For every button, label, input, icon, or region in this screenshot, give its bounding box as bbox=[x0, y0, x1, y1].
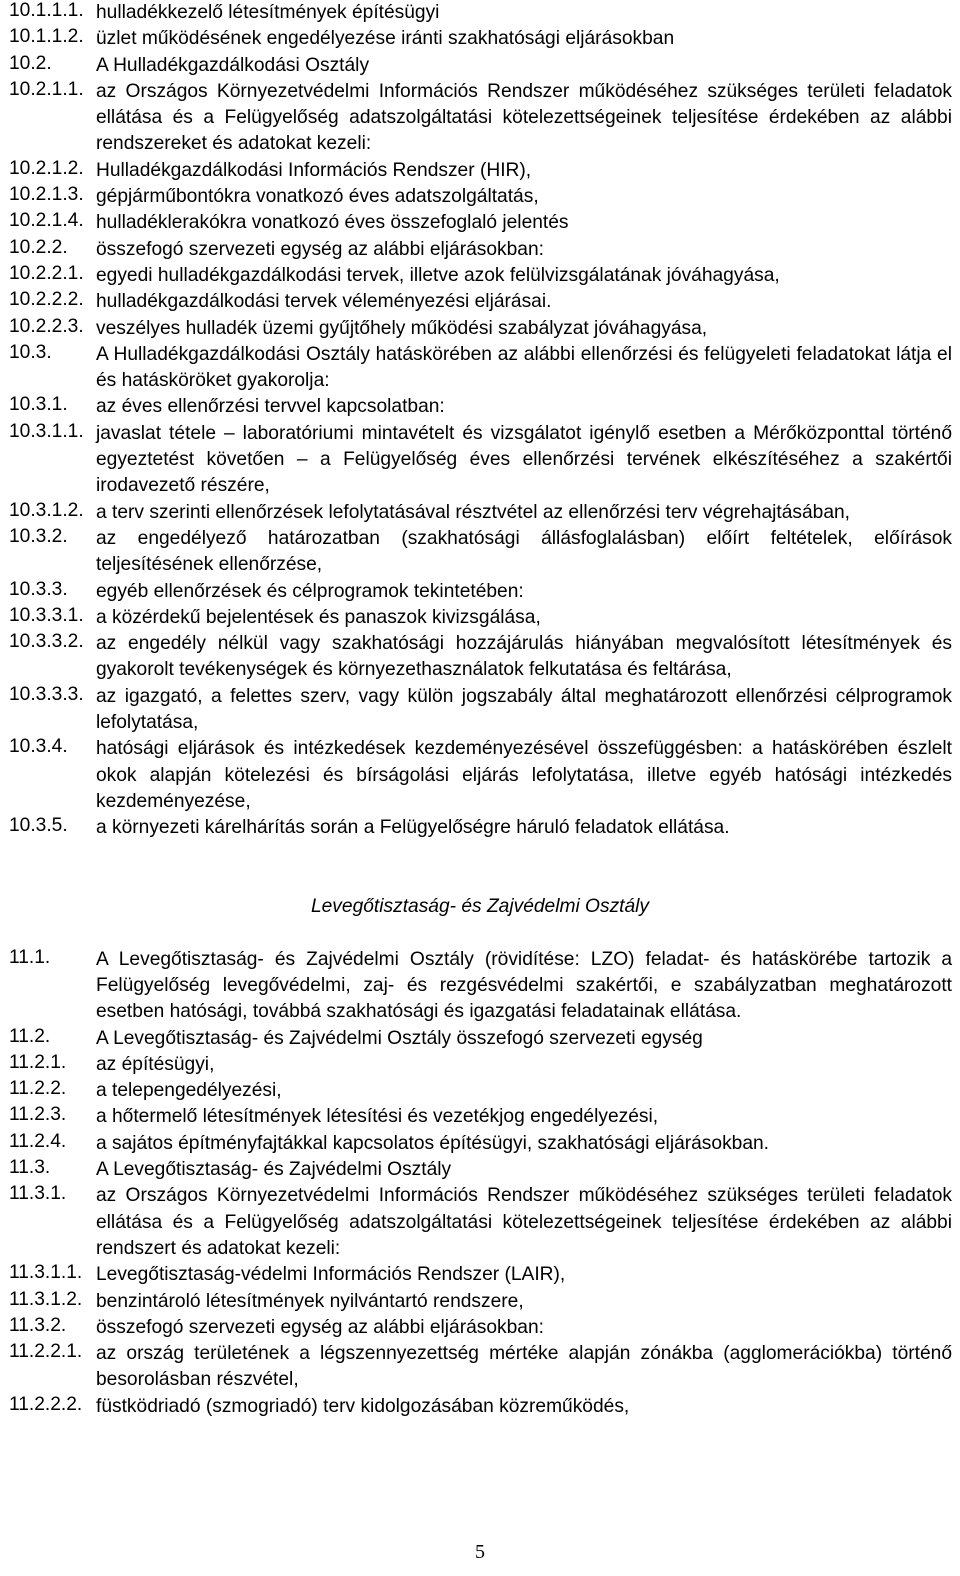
item-text: a közérdekű bejelentések és panaszok kivizsgálása, bbox=[96, 606, 541, 628]
list-item bbox=[0, 947, 960, 1026]
list-item bbox=[0, 316, 960, 342]
page-number: 5 bbox=[475, 1541, 485, 1563]
list-item bbox=[0, 26, 960, 52]
list-item bbox=[0, 1104, 960, 1130]
item-text: A Levegőtisztaság- és Zajvédelmi Osztály (rövidítése: LZO) feladat- és hatáskörébe tartozik a Felügyelőség levegővédelmi, zaj- és rezgésvédelmi szakértői, e szabályzatban meghatározott esetben hatósági, továbbá szakhatósági és igazgatási feladatainak ellátása. bbox=[96, 948, 952, 1023]
list-item bbox=[0, 815, 960, 841]
list-item bbox=[0, 1341, 960, 1394]
list-item bbox=[0, 158, 960, 184]
list-item bbox=[0, 394, 960, 420]
item-text: egyéb ellenőrzések és célprogramok tekintetében: bbox=[96, 580, 524, 602]
list-item bbox=[0, 1052, 960, 1078]
list-item bbox=[0, 1394, 960, 1420]
list-item bbox=[0, 184, 960, 210]
item-number: 10.1.1.1. bbox=[9, 0, 84, 21]
list-item bbox=[0, 631, 960, 684]
item-number: 10.3.2. bbox=[9, 525, 68, 547]
item-text: A Levegőtisztaság- és Zajvédelmi Osztály összefogó szervezeti egység bbox=[96, 1027, 703, 1049]
item-number: 11.2.1. bbox=[9, 1051, 67, 1073]
list-item bbox=[0, 1026, 960, 1052]
item-number: 11.2.2.2. bbox=[9, 1393, 83, 1415]
item-text: az építésügyi, bbox=[96, 1053, 215, 1075]
item-text: javaslat tétele – laboratóriumi mintavételt és vizsgálatot igénylő esetben a Mérőközponttal történő egyeztetést követően – a Felügyelőség éves ellenőrzési tervének elkészítéséhez a szakértői irodavezető részére, bbox=[96, 422, 952, 497]
item-number: 10.3.3.3. bbox=[9, 683, 84, 705]
section-heading-text: Levegőtisztaság- és Zajvédelmi Osztály bbox=[310, 896, 650, 918]
list-item bbox=[0, 263, 960, 289]
item-text: a környezeti kárelhárítás során a Felügyelőségre háruló feladatok ellátása. bbox=[96, 817, 730, 839]
item-text: az Országos Környezetvédelmi Információs Rendszer működéséhez szükséges területi feladatok ellátása és a Felügyelőség adatszolgáltatási kötelezettségeinek teljesítése érdekében az alábbi rendszereket és adatokat kezeli: bbox=[96, 80, 952, 155]
list-item bbox=[0, 1315, 960, 1341]
item-number: 10.3.5. bbox=[9, 815, 68, 837]
item-number: 11.2.4. bbox=[9, 1130, 67, 1152]
item-text: a hőtermelő létesítmények létesítési és vezetékjog engedélyezési, bbox=[96, 1106, 659, 1128]
list-item bbox=[0, 237, 960, 263]
list-item bbox=[0, 342, 960, 395]
item-text: üzlet működésének engedélyezése iránti szakhatósági eljárásokban bbox=[96, 28, 675, 50]
item-number: 11.3.2. bbox=[9, 1314, 67, 1336]
list-item bbox=[0, 0, 960, 26]
item-number: 11.2. bbox=[9, 1025, 51, 1047]
list-item bbox=[0, 605, 960, 631]
item-text: az engedélyező határozatban (szakhatósági állásfoglalásban) előírt feltételek, előírások teljesítésének ellenőrzése, bbox=[96, 527, 952, 576]
item-number: 10.2.2.1. bbox=[9, 262, 84, 284]
item-number: 10.3.1.1. bbox=[9, 420, 84, 442]
item-number: 10.2.2.2. bbox=[9, 289, 84, 311]
item-number: 10.2.1.4. bbox=[9, 210, 84, 232]
item-text: az Országos Környezetvédelmi Információs Rendszer működéséhez szükséges területi feladatok ellátása és a Felügyelőség adatszolgáltatási kötelezettségeinek teljesítése érdekében az alábbi rendszert és adatokat kezeli: bbox=[96, 1185, 952, 1259]
item-text: az ország területének a légszennyezettség mértéke alapján zónákba (agglomerációkba) történő besorolásban részvétel, bbox=[96, 1343, 952, 1391]
list-item bbox=[0, 421, 960, 500]
item-text: az éves ellenőrzési tervvel kapcsolatban: bbox=[96, 396, 445, 418]
list-item bbox=[0, 1078, 960, 1104]
item-text: összefogó szervezeti egység az alábbi eljárásokban: bbox=[96, 238, 544, 260]
list-item bbox=[0, 684, 960, 737]
item-number: 10.3.1.2. bbox=[9, 499, 84, 521]
item-number: 10.2.1.1. bbox=[9, 78, 84, 100]
item-text: A Hulladékgazdálkodási Osztály bbox=[96, 54, 370, 76]
item-text: hatósági eljárások és intézkedések kezdeményezésével összefüggésben: a hatáskörében észlelt okok alapján kötelezési és bírságolási eljárás lefolytatása, illetve egyéb hatósági intézkedés kezdeményezése, bbox=[96, 738, 952, 812]
item-text: egyedi hulladékgazdálkodási tervek, illetve azok felülvizsgálatának jóváhagyása, bbox=[96, 264, 780, 286]
item-text: Hulladékgazdálkodási Információs Rendszer (HIR), bbox=[96, 159, 532, 181]
list-item bbox=[0, 579, 960, 605]
item-number: 10.3.3. bbox=[9, 578, 68, 600]
list-item bbox=[0, 289, 960, 315]
section-heading bbox=[0, 894, 960, 920]
item-text: gépjárműbontókra vonatkozó éves adatszolgáltatás, bbox=[96, 186, 539, 208]
item-number: 10.3. bbox=[9, 341, 52, 363]
item-number: 11.3.1.2. bbox=[9, 1288, 83, 1310]
list-item bbox=[0, 1289, 960, 1315]
item-text: A Hulladékgazdálkodási Osztály hatáskörében az alábbi ellenőrzési és felügyeleti feladatokat látja el és hatásköröket gyakorolja: bbox=[96, 343, 952, 392]
item-number: 10.2. bbox=[9, 52, 52, 74]
item-number: 11.2.2. bbox=[9, 1078, 67, 1100]
list-item bbox=[0, 736, 960, 815]
item-text: A Levegőtisztaság- és Zajvédelmi Osztály bbox=[96, 1159, 452, 1181]
item-number: 10.3.4. bbox=[9, 736, 68, 758]
list-item bbox=[0, 1262, 960, 1288]
item-number: 10.2.2. bbox=[9, 236, 68, 258]
list-item bbox=[0, 1157, 960, 1183]
item-text: Levegőtisztaság-védelmi Információs Rendszer (LAIR), bbox=[96, 1264, 566, 1286]
item-text: benzintároló létesítmények nyilvántartó rendszere, bbox=[96, 1290, 524, 1312]
spacer bbox=[0, 842, 960, 868]
item-text: az engedély nélkül vagy szakhatósági hozzájárulás hiányában megvalósított létesítmények és gyakorolt tevékenységek és környezethasználatok felkutatása és feltárása, bbox=[96, 633, 952, 681]
item-number: 10.3.3.1. bbox=[9, 604, 84, 626]
item-text: hulladékkezelő létesítmények építésügyi bbox=[96, 2, 440, 23]
item-number: 11.2.2.1. bbox=[9, 1341, 83, 1363]
item-number: 11.3.1. bbox=[9, 1183, 67, 1205]
item-text: hulladékgazdálkodási tervek véleményezési eljárásai. bbox=[96, 291, 552, 313]
spacer bbox=[0, 920, 960, 946]
item-number: 10.2.1.2. bbox=[9, 157, 84, 179]
spacer bbox=[0, 868, 960, 894]
item-text: a sajátos építményfajtákkal kapcsolatos építésügyi, szakhatósági eljárásokban. bbox=[96, 1132, 770, 1154]
item-number: 10.3.1. bbox=[9, 394, 68, 416]
item-number: 11.3.1.1. bbox=[9, 1262, 83, 1284]
item-number: 10.2.1.3. bbox=[9, 184, 84, 206]
list-item bbox=[0, 53, 960, 79]
list-item bbox=[0, 500, 960, 526]
list-item bbox=[0, 210, 960, 236]
item-number: 10.2.2.3. bbox=[9, 315, 84, 337]
list-item bbox=[0, 526, 960, 579]
item-text: az igazgató, a felettes szerv, vagy külön jogszabály által meghatározott ellenőrzési célprogramok lefolytatása, bbox=[96, 685, 952, 734]
item-number: 10.3.3.2. bbox=[9, 631, 84, 653]
item-text: veszélyes hulladék üzemi gyűjtőhely működési szabályzat jóváhagyása, bbox=[96, 317, 708, 339]
item-number: 11.2.3. bbox=[9, 1104, 67, 1126]
list-item bbox=[0, 1183, 960, 1262]
item-text: füstködriadó (szmogriadó) terv kidolgozásában közreműködés, bbox=[96, 1395, 630, 1417]
item-number: 10.1.1.2. bbox=[9, 26, 84, 48]
item-text: a terv szerinti ellenőrzések lefolytatásával résztvétel az ellenőrzési terv végrehajtásában, bbox=[96, 501, 851, 523]
item-text: hulladéklerakókra vonatkozó éves összefoglaló jelentés bbox=[96, 212, 569, 234]
item-number: 11.1. bbox=[9, 946, 51, 968]
item-text: összefogó szervezeti egység az alábbi eljárásokban: bbox=[96, 1316, 544, 1338]
item-number: 11.3. bbox=[9, 1157, 51, 1179]
list-item bbox=[0, 1131, 960, 1157]
list-item bbox=[0, 79, 960, 158]
item-text: a telepengedélyezési, bbox=[96, 1080, 282, 1102]
